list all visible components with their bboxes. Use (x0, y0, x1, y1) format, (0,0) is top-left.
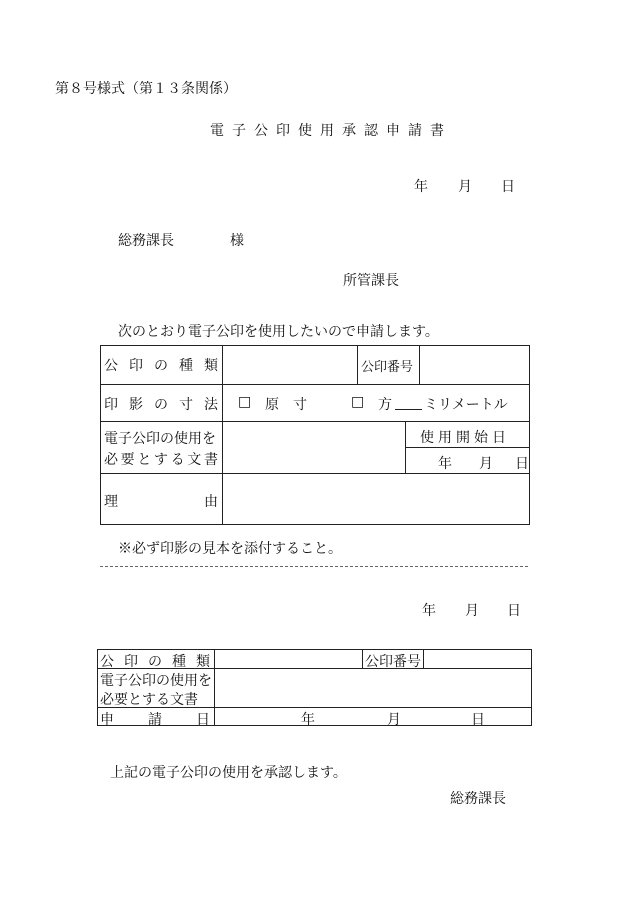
approval-statement: 上記の電子公印の使用を承認します。 (110, 765, 347, 781)
applicant-title: 所管課長 (343, 273, 399, 289)
approval-document-label-line2: 必要とする文書 (100, 692, 198, 708)
original-size-label: 原 寸 (265, 397, 307, 413)
start-date-day: 日 (515, 456, 529, 472)
header-date-day: 日 (501, 179, 515, 195)
document-label-line1: 電子公印の使用を (104, 431, 216, 447)
application-date-day: 日 (471, 712, 485, 728)
form-title: 電子公印使用承認申請書 (210, 123, 452, 139)
header-date-year: 年 (414, 179, 428, 195)
start-date-month: 月 (479, 456, 493, 472)
start-date-year: 年 (438, 456, 452, 472)
approval-date-day: 日 (507, 603, 521, 619)
original-size-checkbox[interactable]: □ (238, 394, 252, 410)
addressee-name: 総務課長 (118, 233, 174, 249)
approval-date-month: 月 (465, 603, 479, 619)
form-number: 第８号様式（第１３条関係） (55, 81, 237, 97)
start-date-label: 使用開始日 (420, 430, 510, 446)
application-date-label: 申 請 日 (100, 712, 210, 728)
note-text: ※必ず印影の見本を添付すること。 (118, 541, 342, 557)
millimeter-label: ミリメートル (424, 397, 508, 413)
reason-label: 理 由 (104, 494, 218, 510)
addressee-honorific: 様 (230, 233, 244, 249)
application-date-year: 年 (301, 712, 315, 728)
approver-title: 総務課長 (450, 791, 506, 807)
approval-date-year: 年 (422, 603, 436, 619)
square-size-input[interactable] (395, 396, 422, 410)
intro-text: 次のとおり電子公印を使用したいので申請します。 (118, 324, 439, 340)
seal-size-label: 印 影 の 寸 法 (104, 397, 218, 413)
seal-type-label: 公 印 の 種 類 (104, 358, 218, 374)
header-date-month: 月 (458, 179, 472, 195)
square-size-checkbox[interactable]: □ (351, 394, 365, 410)
approval-seal-type-label: 公 印 の 種 類 (100, 654, 210, 670)
square-side-label: 方 (378, 397, 392, 413)
document-label-line2: 必 要 と す る 文 書 (104, 452, 218, 468)
application-date-month: 月 (387, 712, 401, 728)
approval-seal-number-label: 公印番号 (365, 654, 421, 670)
seal-number-label: 公印番号 (361, 360, 414, 375)
cut-line (100, 566, 528, 567)
approval-document-label-line1: 電子公印の使用を (100, 673, 212, 689)
